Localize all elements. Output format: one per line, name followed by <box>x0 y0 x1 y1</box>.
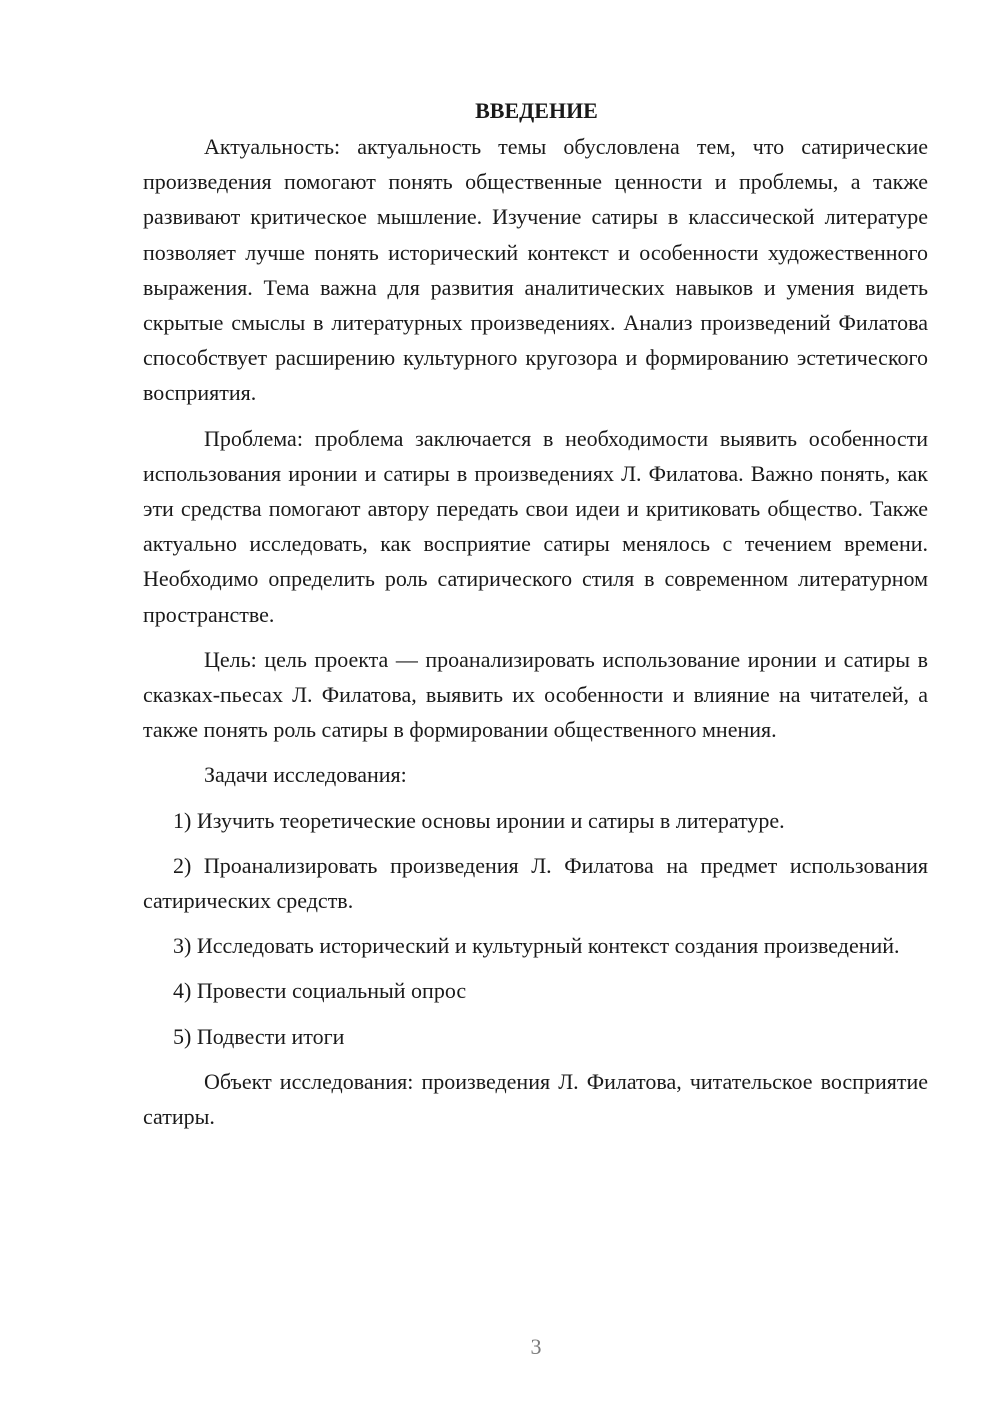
section-title: ВВЕДЕНИЕ <box>475 98 598 123</box>
task-item-4: 4) Провести социальный опрос <box>173 978 467 1004</box>
page-content <box>143 96 928 1144</box>
paragraph-object: Объект исследования: произведения Л. Филатова, читательское восприятие сатиры. <box>143 1068 928 1130</box>
paragraph-relevance: Актуальность: актуальность темы обусловлена тем, что сатирические произведения помогают понять общественные ценности и проблемы, а также развивают критическое мышление. Изучение сатиры в классической литературе позволяет лучше понять исторический контекст и особенности художественного выражения. Тема важна для развития аналитических навыков и умения видеть скрытые смыслы в литературных произведениях. Анализ произведений Филатова способствует расширению культурного кругозора и формированию эстетического восприятия. <box>143 134 928 406</box>
paragraph-goal: Цель: цель проекта — проанализировать использование иронии и сатиры в сказках-пьесах Л. Филатова, выявить их особенности и влияние на читателей, а также понять роль сатиры в формировании общественного мнения. <box>143 646 928 743</box>
tasks-heading: Задачи исследования: <box>204 762 407 788</box>
task-item-1: 1) Изучить теоретические основы иронии и сатиры в литературе. <box>173 807 785 833</box>
paragraph-problem: Проблема: проблема заключается в необходимости выявить особенности использования иронии и сатиры в произведениях Л. Филатова. Важно понять, как эти средства помогают автору передать свои идеи и критиковать общество. Также актуально исследовать, как восприятие сатиры менялось с течением времени. Необходимо определить роль сатирического стиля в современном литературном пространстве. <box>143 425 928 627</box>
page-number: 3 <box>530 1334 542 1359</box>
task-item-3: 3) Исследовать исторический и культурный контекст создания произведений. <box>173 933 900 959</box>
task-item-5: 5) Подвести итоги <box>173 1023 345 1049</box>
task-item-2: 2) Проанализировать произведения Л. Филатова на предмет использования сатирических средств. <box>143 852 928 914</box>
